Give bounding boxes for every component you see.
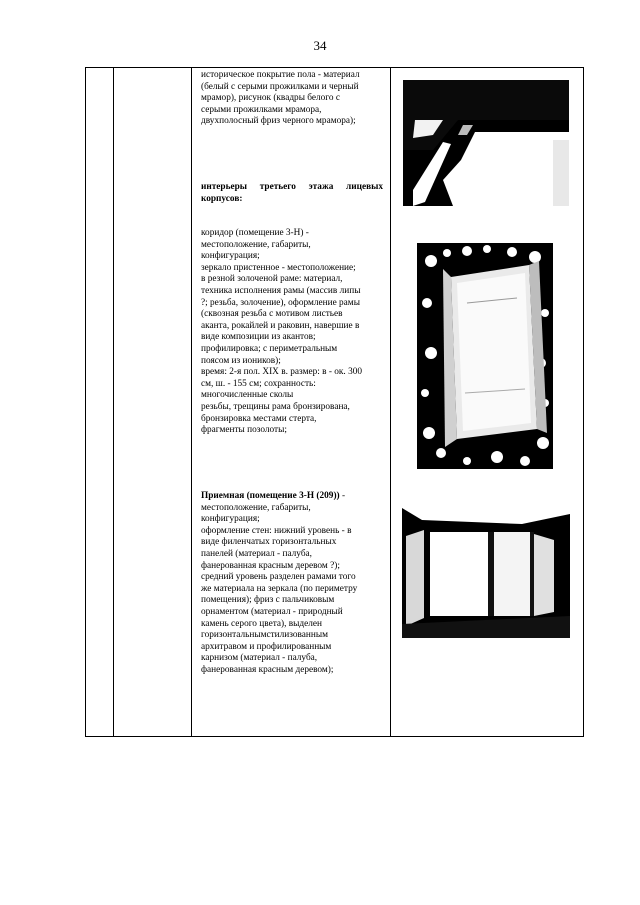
text-line: виде композиции из акантов; xyxy=(201,332,316,343)
text-line: горизонтальнымстилизованным xyxy=(201,630,328,641)
text-line: архитравом и профилированным xyxy=(201,641,332,652)
text-line: панелей (материал - палуба, xyxy=(201,548,313,559)
mirror-photo xyxy=(417,243,553,469)
text-line: средний уровень разделен рамами того xyxy=(201,572,356,583)
text-line: же материала на зеркала (по периметру xyxy=(201,583,358,594)
floor-photo-image xyxy=(403,80,569,206)
page-number: 34 xyxy=(313,38,327,53)
heading-suffix: - xyxy=(339,491,346,501)
text-line: фанерованная красным деревом ?); xyxy=(201,560,340,571)
text-line: см, ш. - 155 см; сохранность: xyxy=(201,378,316,389)
description-column xyxy=(198,68,386,736)
column-divider xyxy=(113,68,114,736)
text-line: двухполосный фриз черного мрамора); xyxy=(201,116,356,127)
text-line: время: 2-я пол. XIX в. размер: в - ок. 300 xyxy=(201,367,363,378)
reception-description xyxy=(201,491,383,677)
floor-description xyxy=(201,70,383,128)
reception-photo-image xyxy=(402,496,570,638)
text-line: аканта, рокайлей и раковин, навершие в xyxy=(201,320,360,331)
text-line: мрамор), рисунок (квадры белого с xyxy=(201,93,340,104)
text-line: камень серого цвета), выделен xyxy=(201,618,322,629)
text-line: (белый с серыми прожилками и черный xyxy=(201,81,359,92)
text-line: бронзировка местами стерта, xyxy=(201,413,317,424)
text-line: конфигурация; xyxy=(201,514,260,525)
mirror-photo-image xyxy=(417,243,553,469)
column-divider xyxy=(191,68,192,736)
text-line: техника исполнения рамы (массив липы xyxy=(201,285,361,296)
column-divider xyxy=(390,68,391,736)
third-floor-heading: интерьеры третьего этажа лицевых корпусов: xyxy=(201,182,383,204)
text-line: виде филенчатых горизонтальных xyxy=(201,537,337,548)
text-line: карнизом (материал - палуба, xyxy=(201,653,318,664)
text-line: поясом из иоников); xyxy=(201,355,281,366)
inventory-table xyxy=(85,67,584,737)
text-line: ?; резьба, золочение), оформление рамы xyxy=(201,297,360,308)
text-line: историческое покрытие пола - материал xyxy=(201,70,360,80)
text-line: многочисленные сколы xyxy=(201,390,294,401)
text-line: фанерованная красным деревом); xyxy=(201,664,334,675)
text-line: конфигурация; xyxy=(201,251,260,262)
text-line: резьбы, трещины рама бронзирована, xyxy=(201,401,350,412)
floor-photo xyxy=(403,80,569,206)
text-line: орнаментом (материал - природный xyxy=(201,606,343,617)
text-line: в резной золоченой раме: материал, xyxy=(201,274,343,285)
text-line: оформление стен: нижний уровень - в xyxy=(201,525,352,536)
text-line: коридор (помещение 3-Н) - xyxy=(201,228,309,238)
text-line: фрагменты позолоты; xyxy=(201,425,287,436)
corridor-description xyxy=(201,228,383,437)
text-line: помещения); фриз с пальчиковым xyxy=(201,595,335,606)
text-line: серыми прожилками мрамора, xyxy=(201,104,322,115)
text-line: профилировка; с периметральным xyxy=(201,343,338,354)
reception-photo xyxy=(402,496,570,638)
text-line: местоположение, габариты, xyxy=(201,239,311,250)
text-line: зеркало пристенное - местоположение; xyxy=(201,262,356,273)
reception-heading: Приемная (помещение 3-Н (209)) xyxy=(201,491,340,501)
text-line: (сквозная резьба с мотивом листьев xyxy=(201,309,343,320)
text-line: местоположение, габариты, xyxy=(201,502,311,513)
reception-heading-line xyxy=(201,491,383,503)
